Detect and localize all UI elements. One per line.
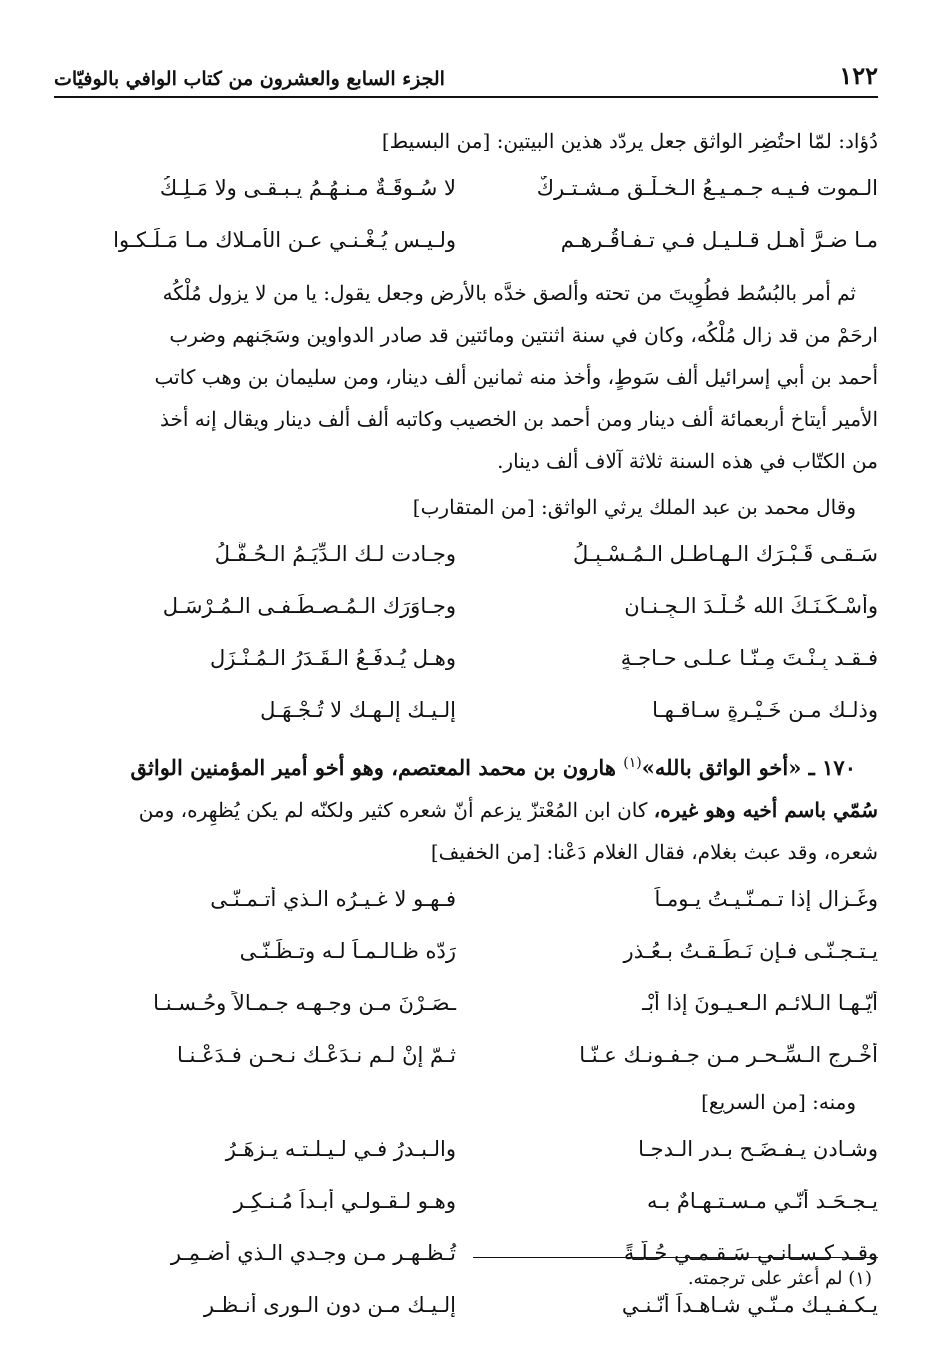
verse-line	[54, 632, 878, 684]
verse-second-hemistich: لا سُـوقَـةٌ مـنـهُـمُ يـبـقـى ولا مَـلِـكُ	[159, 176, 456, 200]
page-header	[54, 54, 878, 90]
poem-3	[54, 873, 878, 1081]
footnote-number: (١)	[848, 1268, 872, 1289]
verse-line	[54, 925, 878, 977]
prose-line: من الكتّاب في هذه السنة ثلاثة آلاف ألف دينار.	[497, 449, 878, 473]
running-title: الجزء السابع والعشرون من كتاب الوافي بالوفيّات	[54, 68, 445, 90]
verse-first-hemistich: أَخْـرِجِ الـسِّـحـر مـن جـفـونـك عـنّـا	[579, 1043, 878, 1067]
verse-second-hemistich: ـصَـرْنَ مـن وجـهـه جـمـالاً وحُـسـنـا	[153, 991, 456, 1015]
prose-line	[54, 831, 878, 873]
footnote-rule	[473, 1257, 878, 1258]
verse-line	[54, 684, 878, 736]
verse-first-hemistich: فـقـد بِـنْـتَ مِـنّـا عـلـى حـاجـةٍ	[620, 646, 878, 670]
meter-label: [من الخفيف]	[430, 840, 541, 864]
entry-heading-line	[54, 742, 878, 789]
verse-first-hemistich: يـكـفـيـك مـنّـي شـاهـداً أنّـنـي	[621, 1293, 878, 1317]
meter-label: [من البسيط]	[381, 129, 491, 153]
entry-heading-rest-2: سُمّي باسم أخيه وهو غيره،	[653, 798, 878, 822]
verse-line	[54, 528, 878, 580]
page-body	[54, 120, 878, 1331]
verse-first-hemistich: أيّـهـا الـلائـم الـعـيـونَ إذا أبْـ	[642, 991, 878, 1015]
meter-label: [من المتقارب]	[412, 495, 535, 519]
verse-second-hemistich: والـبـدرُ فـي لـيـلـتـه يـزهَـرُ	[225, 1137, 456, 1161]
verse-second-hemistich: وهـل يُـدفَـعُ الـقَـدَرُ الـمُـنْـزَل	[209, 646, 456, 670]
entry-heading-rest: هارون بن محمد المعتصم، وهو أخو أمير المؤمنين الواثق	[130, 755, 624, 780]
verse-first-hemistich: وشـادنٍ يـفـضَـح بـدر الـدجـا	[638, 1137, 878, 1161]
poem-2	[54, 528, 878, 736]
verse-first-hemistich: مـا ضـرَّ أهـل قـلـيـل فـي تـفـاقُـرهـم	[560, 228, 878, 252]
verse-second-hemistich: وهـو لـقـولـي أبـداً مُـنـكِـر	[233, 1189, 456, 1213]
header-rule	[54, 96, 878, 98]
verse-second-hemistich: تُـظـهِـر مـن وجـدي الـذي أضـمِـر	[170, 1241, 456, 1265]
verse-first-hemistich: وغَـزالٍ إذا تـمـنّـيـتُ يـومـاً	[654, 887, 878, 911]
prose-line: ارحَمْ من قد زال مُلْكُه، وكان في سنة اثنتين ومائتين قد صادر الدواوين وسَجَنهم وضرب	[169, 323, 878, 347]
intro-text: وقال محمد بن عبد الملك يرثي الواثق:	[541, 495, 856, 519]
verse-first-hemistich: وقـد كـسـانـي سَـقـمـي حُـلّـةً	[623, 1241, 878, 1265]
intro-line-2	[54, 486, 878, 528]
footnote-reference: (١)	[623, 755, 642, 771]
verse-second-hemistich: إلـيـك إلـهـك لا تُـجْـهَـل	[260, 698, 456, 722]
verse-line	[54, 1175, 878, 1227]
verse-line	[54, 1029, 878, 1081]
intro-line	[54, 120, 878, 162]
intro-text: دُؤاد: لمّا احتُضِر الواثق جعل يردّد هذين البيتين:	[496, 129, 878, 153]
verse-line	[54, 1123, 878, 1175]
footnote	[688, 1268, 872, 1289]
verse-second-hemistich: وجـادت لـك الـدِّيَـمُ الـحُـفَّـلُ	[214, 542, 456, 566]
verse-second-hemistich: فـهـو لا غـيـرُه الـذي أتـمـنّـى	[210, 887, 456, 911]
verse-first-hemistich: وذلـك مـن خَـيْـرةٍ سـاقـهـا	[652, 698, 878, 722]
poem-4	[54, 1123, 878, 1331]
verse-line	[54, 977, 878, 1029]
verse-second-hemistich: رَدّه ظـالـمـاً لـه وتـظَـنّـى	[239, 939, 456, 963]
verse-line	[54, 162, 878, 214]
prose-line	[54, 789, 878, 831]
prose-line: أحمد بن أبي إسرائيل ألف سَوطٍ، وأخذ منه ثمانين ألف دينار، ومن سليمان بن وهب كاتب	[154, 365, 878, 389]
intro-line-3	[54, 1081, 878, 1123]
verse-first-hemistich: الـموت فـيـه جـمـيـعُ الـخـلْـق مـشـتـرِكٌ	[536, 176, 878, 200]
verse-second-hemistich: وجـاوَرَك الـمُـصـطَـفـى الـمُـرْسَـل	[162, 594, 456, 618]
entry-170	[54, 742, 878, 873]
footnote-text: لم أعثر على ترجمته.	[687, 1268, 843, 1289]
verse-line	[54, 873, 878, 925]
paragraph-1	[54, 272, 878, 482]
verse-first-hemistich: سَـقـى قَـبْـرَك الـهـاطـل الـمُـسْـبِـلُ	[573, 542, 878, 566]
entry-text: شعره، وقد عبث بغلام، فقال الغلام دَعْنا:	[546, 840, 878, 864]
intro-text: ومنه:	[812, 1090, 856, 1114]
entry-text: كان ابن المُعْتزّ يزعم أنّ شعره كثير ولكنّه لم يكن يُظهِره، ومن	[138, 798, 654, 822]
prose-line: الأمير أيتاخ أربعمائة ألف دينار ومن أحمد بن الخصيب وكاتبه ألف ألف دينار ويقال إنه أخذ	[160, 407, 878, 431]
poem-1	[54, 162, 878, 266]
prose-line: ثم أمر بالبُسُط فطُوِيتَ من تحته وألصق خدَّه بالأرض وجعل يقول: يا من لا يزول مُلْكُه	[162, 281, 856, 305]
meter-label: [من السريع]	[701, 1090, 806, 1114]
page-number: ١٢٢	[839, 61, 878, 90]
verse-second-hemistich: ثـمّ إنْ لـم نـدَعْـك نـحـن فـدَعْـنـا	[176, 1043, 456, 1067]
verse-line	[54, 580, 878, 632]
verse-first-hemistich: يـتـجـنّـى فـإن نَـطَـقـتُ بـعُـذرٍ	[623, 939, 878, 963]
verse-line	[54, 214, 878, 266]
verse-first-hemistich: وأسْـكَـنَـكَ الله خُـلْـدَ الـجِـنـان	[624, 594, 878, 618]
verse-second-hemistich: إلـيـك مـن دون الـورى أنـظـر	[203, 1293, 456, 1317]
entry-number-title: ١٧٠ ـ «أخو الواثق بالله»	[641, 755, 856, 780]
verse-second-hemistich: ولـيـس يُـغْـنـي عـن الأمـلاك مـا مَـلَـكـوا	[113, 228, 456, 252]
verse-first-hemistich: يـجـحَـد أنّـي مـسـتـهـامٌ بـه	[646, 1189, 878, 1213]
